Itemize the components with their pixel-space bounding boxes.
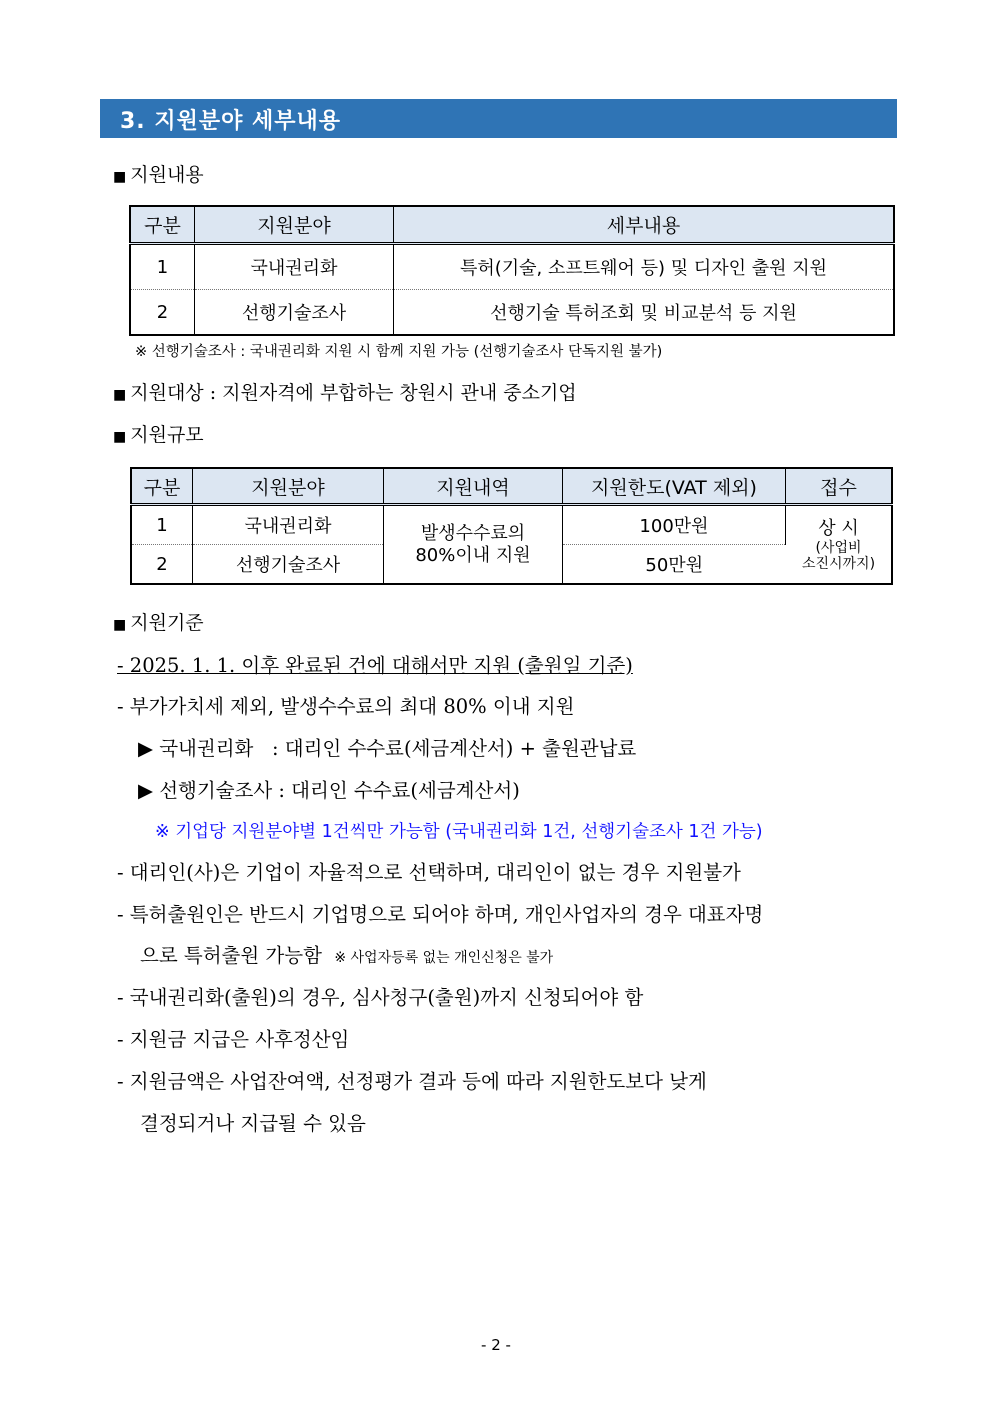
square-bullet-icon: ■ [113,429,127,445]
support-scale-table [130,467,893,585]
table-row [130,244,894,290]
table-header: 구분 [131,468,193,505]
table-cell: 선행기술 특허조회 및 비교분석 등 지원 [490,303,797,324]
section-header [100,99,897,138]
criteria-line: - 특허출원인은 반드시 기업명으로 되어야 하며, 개인사업자의 경우 대표자명 [117,903,764,926]
criteria-line: ▶ 선행기술조사 : 대리인 수수료(세금계산서) [138,779,520,802]
criteria-note: ※ 기업당 지원분야별 1건씩만 가능함 (국내권리화 1건, 선행기술조사 1건 가능) [155,822,763,842]
criteria-line: - 국내권리화(출원)의 경우, 심사청구(출원)까지 신청되어야 함 [117,986,644,1009]
scale-heading: ■ 지원규모 [113,424,204,446]
section-title: 3. 지원분야 세부내용 [120,109,341,134]
receipt-cell: 상 시 (사업비 소진시까지) [801,517,876,572]
criteria-line: - 대리인(사)은 기업이 자율적으로 선택하며, 대리인이 없는 경우 지원불가 [117,861,741,884]
criteria-line: - 부가가치세 제외, 발생수수료의 최대 80% 이내 지원 [117,695,575,718]
table-header: 지원분야 [193,468,384,505]
table-cell: 50만원 [645,555,704,576]
table-header: 지원내역 [384,468,563,505]
content-heading: ■ 지원내용 [113,164,204,186]
table-header: 지원한도(VAT 제외) [563,468,786,505]
criteria-line: 결정되거나 지급될 수 있음 [140,1112,366,1135]
table-header: 접수 [786,468,893,505]
table-cell: 국내권리화 [195,244,394,290]
detail-cell: 발생수수료의 80%이내 지원 [384,505,563,585]
table-cell: 1 [131,505,193,545]
table-row [130,290,894,336]
table-header: 구분 [130,206,195,244]
target-line: ■ 지원대상 : 지원자격에 부합하는 창원시 관내 중소기업 [113,382,577,404]
table-header: 지원분야 [195,206,394,244]
table-cell: 1 [130,244,195,290]
table-cell: 선행기술조사 [193,545,384,585]
table-note: ※ 선행기술조사 : 국내권리화 지원 시 함께 지원 가능 (선행기술조사 단독지원 불가) [135,344,663,360]
criteria-line: - 지원금 지급은 사후정산임 [117,1028,350,1051]
page-number: - 2 - [481,1336,511,1354]
table-cell: 2 [130,290,195,336]
square-bullet-icon: ■ [113,387,127,403]
square-bullet-icon: ■ [113,169,127,185]
table-cell: 100만원 [563,505,786,545]
table-cell: 2 [131,545,193,585]
table-cell: 특허(기술, 소프트웨어 등) 및 디자인 출원 지원 [394,244,895,290]
square-bullet-icon: ■ [113,617,127,633]
table-header: 세부내용 [394,206,895,244]
criteria-line: ▶ 국내권리화 : 대리인 수수료(세금계산서) + 출원관납료 [138,737,637,760]
criteria-line: - 2025. 1. 1. 이후 완료된 건에 대해서만 지원 (출원일 기준) [117,654,633,677]
table-cell: 국내권리화 [193,505,384,545]
criteria-heading: ■ 지원기준 [113,612,204,634]
criteria-line: 으로 특허출원 가능함 ※ 사업자등록 없는 개인신청은 불가 [140,944,554,967]
table-cell: 선행기술조사 [195,290,394,336]
table-row [131,505,892,545]
criteria-line: - 지원금액은 사업잔여액, 선정평가 결과 등에 따라 지원한도보다 낮게 [117,1070,707,1093]
support-content-table [129,205,895,336]
